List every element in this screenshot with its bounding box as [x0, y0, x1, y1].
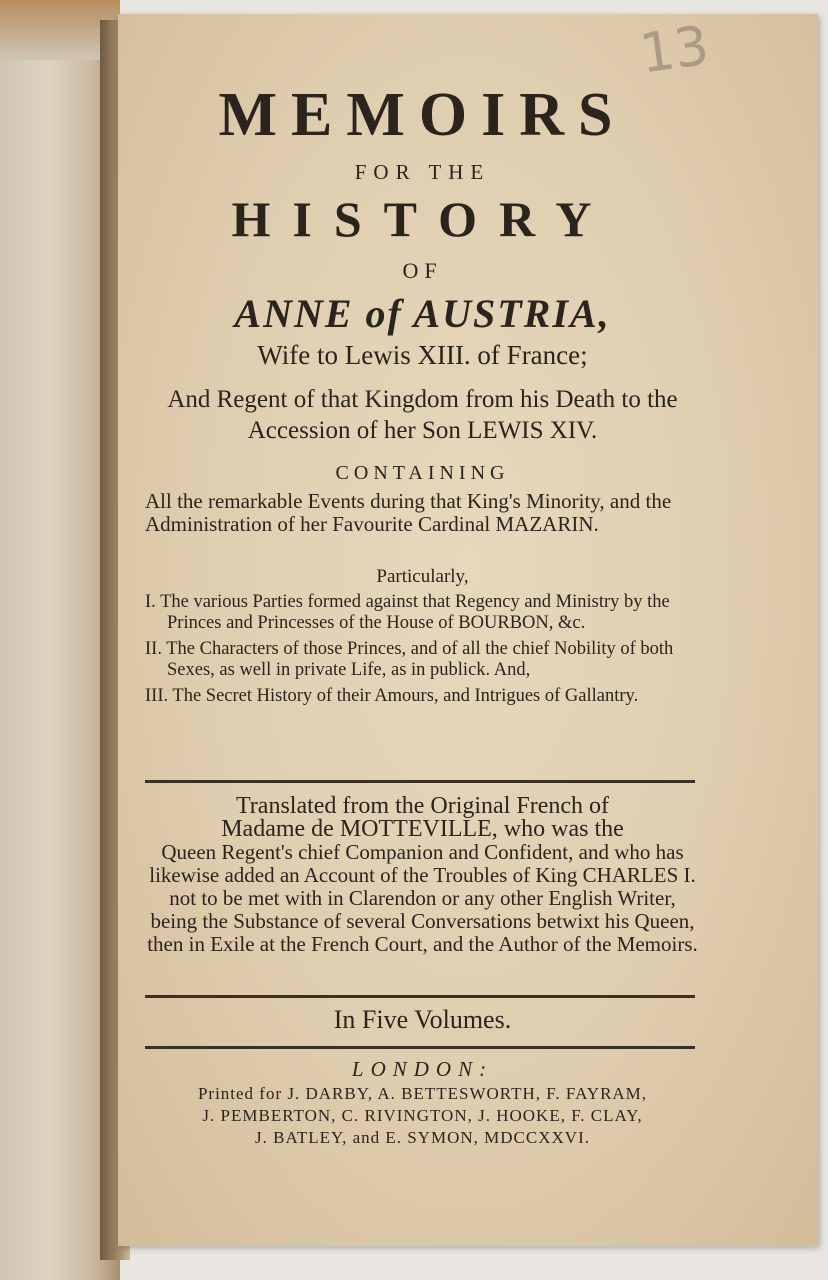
translated-line-1: Translated from the Original French of: [235, 793, 610, 819]
subtitle-wife: Wife to Lewis XIII. of France;: [257, 340, 588, 370]
divider-rule: [145, 1046, 695, 1049]
containing-text: All the remarkable Events during that King's Minority, and the Administration of her Favourite Cardinal MAZARIN.: [145, 489, 672, 536]
translation-note: [145, 795, 700, 956]
handwritten-mark: 13: [635, 13, 713, 86]
volumes-note: In Five Volumes.: [333, 1005, 512, 1034]
particularly-heading: Particularly,: [376, 566, 469, 587]
divider-rule: [145, 995, 695, 998]
title-memoirs: MEMOIRS: [218, 81, 627, 149]
imprint-place: LONDON:: [351, 1057, 494, 1081]
list-item: II. The Characters of those Princes, and of all the chief Nobility of both Sexes, as well in private Life, as in publick. And,: [145, 639, 674, 680]
title-for-the: FOR THE: [354, 160, 491, 184]
list-item: III. The Secret History of their Amours, and Intrigues of Gallantry.: [145, 686, 639, 706]
divider-rule: [145, 780, 695, 783]
contents-list: [145, 592, 700, 712]
imprint-line: J. BATLEY, and E. SYMON, MDCCXXVI.: [255, 1128, 590, 1147]
title-anne-of-austria: ANNE of AUSTRIA,: [234, 291, 611, 336]
containing-heading: CONTAINING: [335, 462, 510, 484]
imprint-line: J. PEMBERTON, C. RIVINGTON, J. HOOKE, F. CLAY,: [202, 1106, 643, 1125]
translated-rest: Queen Regent's chief Companion and Confident, and who has likewise added an Account of the Troubles of King CHARLES I. not to be met with in Clarendon or any other English Writer, being the Substance of several Conversations betwixt his Queen, then in Exile at the French Court, and the Author of the Memoirs.: [147, 840, 698, 956]
subtitle-regent: And Regent of that Kingdom from his Death to the Accession of her Son LEWIS XIV.: [167, 386, 678, 444]
imprint-printers: [145, 1083, 700, 1149]
title-of: OF: [402, 258, 443, 283]
translated-line-2: Madame de MOTTEVILLE, who was the: [221, 816, 624, 842]
list-item: I. The various Parties formed against that Regency and Ministry by the Princes and Princesses of the House of BOURBON, &c.: [145, 592, 670, 633]
title-history: HISTORY: [231, 191, 614, 247]
imprint-line: Printed for J. DARBY, A. BETTESWORTH, F. FAYRAM,: [197, 1084, 648, 1103]
